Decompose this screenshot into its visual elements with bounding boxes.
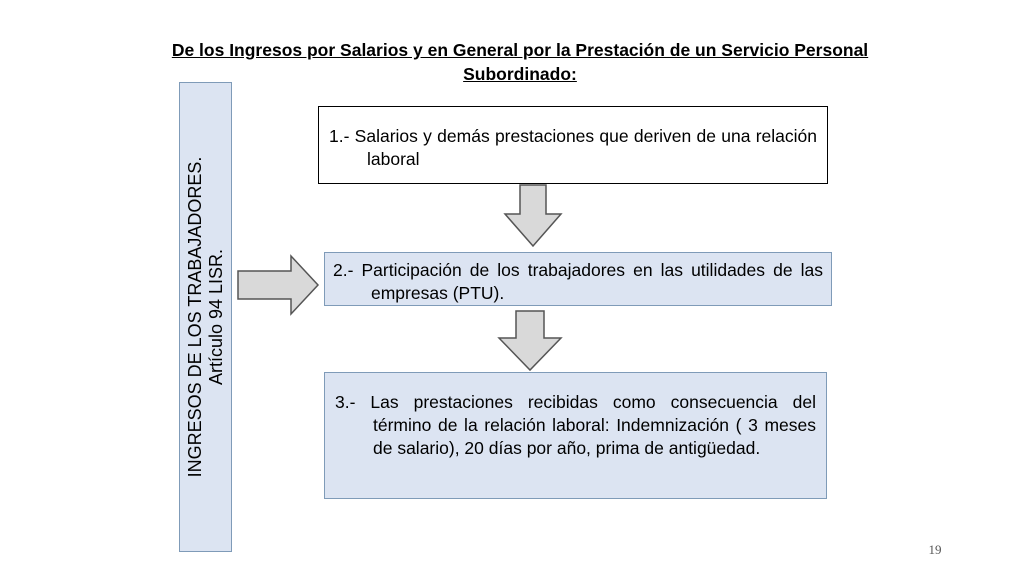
step-1-box (318, 106, 828, 184)
side-label-box (179, 82, 232, 552)
step-2-box (324, 252, 832, 306)
step-2-text: 2.- Participación de los trabajadores en las utilidades de las empresas (PTU). (333, 260, 823, 303)
slide-title: De los Ingresos por Salarios y en General por la Prestación de un Servicio Personal Subordinado: (171, 40, 869, 84)
down-arrow-icon-1 (503, 184, 563, 248)
page-number: 19 (928, 542, 942, 557)
step-3-text: 3.- Las prestaciones recibidas como consecuencia del término de la relación laboral: Indemnización ( 3 meses de salario), 20 días por año, prima de antigüedad. (335, 392, 816, 458)
step-3-box (324, 372, 827, 499)
step-1-text: 1.- Salarios y demás prestaciones que deriven de una relación laboral (329, 126, 817, 169)
side-label-line1: INGRESOS DE LOS TRABAJADORES. (184, 156, 205, 478)
side-label-text (185, 87, 227, 547)
side-label-line2: Artículo 94 LISR. (205, 248, 226, 386)
right-arrow-icon (236, 254, 320, 316)
down-arrow-icon-2 (497, 310, 563, 372)
